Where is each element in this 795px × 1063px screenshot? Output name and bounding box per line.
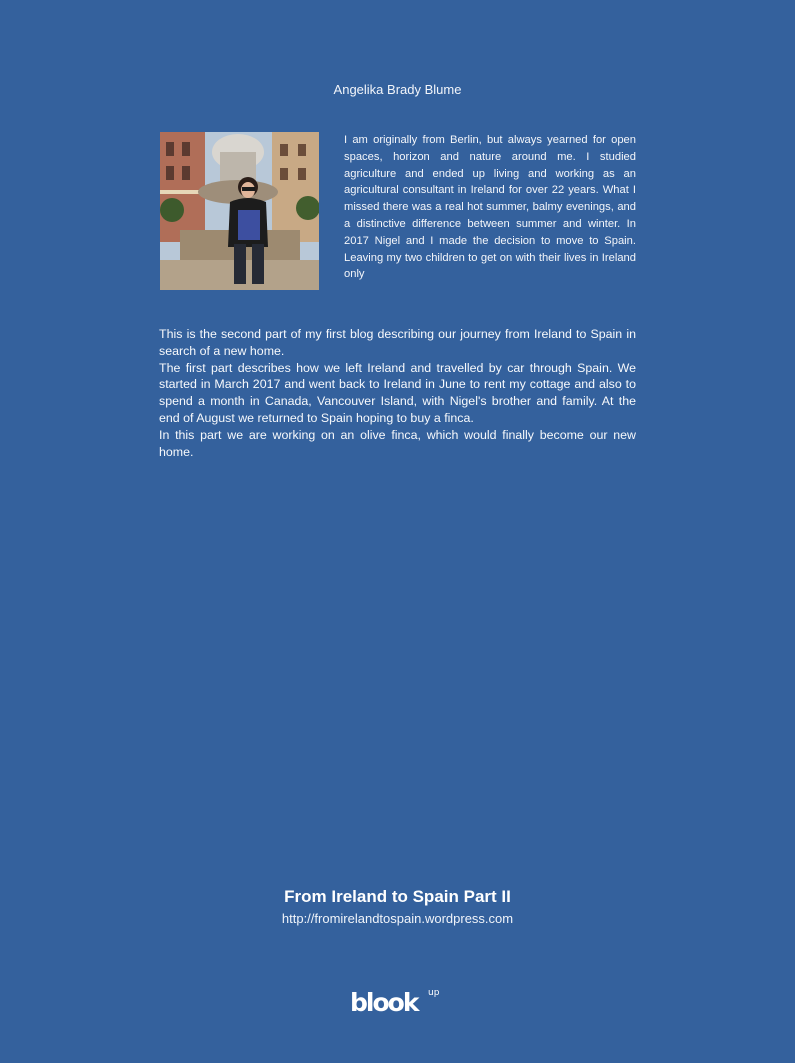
book-url[interactable]: http://fromirelandtospain.wordpress.com: [281, 911, 514, 926]
author-bio: I am originally from Berlin, but always yearned for open spaces, horizon and nature around me. I studied agriculture and ended up living and working as an agricultural consultant in Ireland for over 22 years. What I missed there was a real hot summer, balmy evenings, and a distinctive difference between summer and winter. In 2017 Nigel and I made the decision to move to Spain. Leaving my two children to get on with their lives in Ireland only: [344, 134, 636, 281]
intro-paragraph-1: This is the second part of my first blog describing our journey from Ireland to Spain in search of a new home.: [159, 327, 636, 358]
book-title: From Ireland to Spain Part II: [284, 887, 511, 906]
author-name: Angelika Brady Blume: [333, 82, 462, 97]
intro-paragraph-3: In this part we are working on an olive finca, which would finally become our new home.: [159, 427, 636, 459]
blookup-logo: [350, 988, 450, 1020]
logo-superscript: up: [428, 988, 440, 998]
author-photo-icon: [160, 132, 319, 290]
author-photo: [160, 132, 319, 290]
book-introduction: [159, 326, 636, 460]
logo-wordmark: blook: [350, 988, 418, 1017]
intro-paragraph-2: The first part describes how we left Ireland and travelled by car through Spain. We started in March 2017 and went back to Ireland in June to rent my cottage and also to spend a month in Canada, Vancouver Island, with Nigel's brother and family. At the end of August we returned to Spain hoping to buy a finca.: [159, 360, 636, 425]
